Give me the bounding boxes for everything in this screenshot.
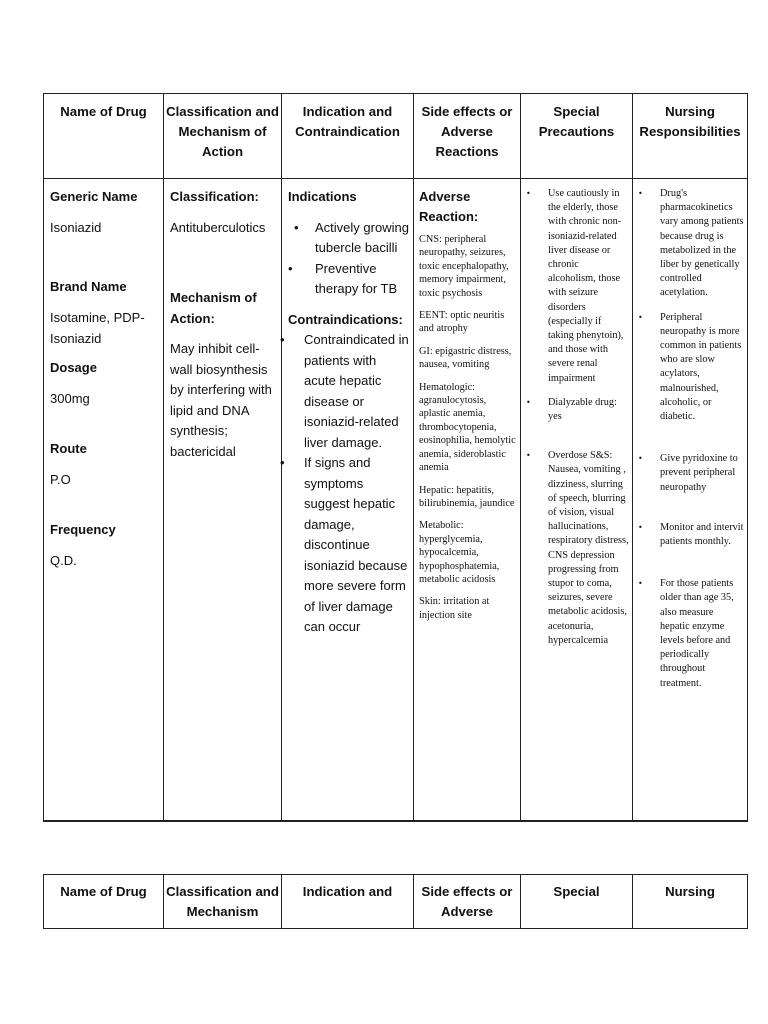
list-item: • Use cautiously in the elderly, those with chronic non-isoniazid-related liver disease or chronic alcoholism, those with seizure disorders (especially if taking phenytoin), and those with severe renal impairment bbox=[526, 188, 624, 384]
bullet-icon: • bbox=[526, 189, 531, 198]
header-side-effects: Side effects or Adverse Reactions bbox=[414, 94, 521, 179]
indications-list bbox=[288, 218, 409, 300]
list-item: • Actively growing tubercle bacilli bbox=[294, 219, 409, 255]
classification-label: Classification: bbox=[170, 189, 259, 204]
cell-indication bbox=[282, 179, 414, 822]
table-header-row bbox=[44, 875, 748, 929]
adverse-hematologic: Hematologic: agranulocytosis, aplastic anemia, thrombocytopenia, eosinophilia, hemolytic anemia, sideroblastic anemia bbox=[419, 381, 516, 474]
bullet-icon: • bbox=[280, 332, 285, 347]
list-item: • Monitor and intervit patients monthly. bbox=[638, 521, 744, 548]
mechanism-label: Mechanism of Action: bbox=[170, 290, 257, 326]
frequency-value: Q.D. bbox=[50, 553, 77, 568]
nursing-list bbox=[636, 187, 744, 691]
adverse-metabolic: Metabolic: hyperglycemia, hypocalcemia, hypophosphatemia, metabolic acidosis bbox=[419, 520, 500, 585]
cell-nursing-responsibilities bbox=[633, 179, 748, 822]
list-item: • For those patients older than age 35, also measure hepatic enzyme levels before and periodically throughout treatment. bbox=[638, 578, 734, 689]
list-item: • Dialyzable drug: yes bbox=[526, 396, 617, 423]
header-name-of-drug: Name of Drug bbox=[44, 875, 164, 929]
header-indication: Indication and bbox=[282, 875, 414, 929]
bullet-icon: • bbox=[288, 260, 293, 276]
adverse-cns: CNS: peripheral neuropathy, seizures, toxic encephalopathy, memory impairment, toxic psychosis bbox=[419, 234, 509, 299]
header-indication: Indication and Contraindication bbox=[282, 94, 414, 179]
list-item: • Overdose S&S: Nausea, vomiting , dizziness, slurring of speech, blurring of vision, visual hallucinations, respiratory distress, CNS depression progressing from stupor to coma, seizures, severe metabolic acidosis, acetonuria, hypercalcemia bbox=[526, 450, 629, 646]
list-item: • If signs and symptoms suggest hepatic damage, discontinue isoniazid because more severe form of liver damage can occur bbox=[280, 455, 408, 634]
bullet-icon: • bbox=[638, 454, 643, 464]
cell-side-effects bbox=[414, 179, 521, 822]
generic-name-label: Generic Name bbox=[50, 189, 138, 204]
precautions-list bbox=[524, 187, 629, 648]
route-label: Route bbox=[50, 441, 87, 456]
table-header-row bbox=[44, 94, 748, 179]
table-row bbox=[44, 179, 748, 822]
adverse-hepatic: Hepatic: hepatitis, bilirubinemia, jaundice bbox=[419, 484, 515, 509]
list-item: • Give pyridoxine to prevent peripheral neuropathy bbox=[638, 453, 738, 493]
bullet-icon: • bbox=[294, 219, 299, 235]
bullet-icon: • bbox=[638, 522, 643, 532]
dosage-label: Dosage bbox=[50, 360, 97, 375]
header-special-precautions: Special Precautions bbox=[521, 94, 633, 179]
adverse-eent: EENT: optic neuritis and atrophy bbox=[419, 310, 505, 335]
drug-table bbox=[43, 93, 748, 822]
drug-table-2 bbox=[43, 874, 748, 929]
list-item: • Peripheral neuropathy is more common in patients who are slow acylators, malnourished, alcoholic, or diabetic. bbox=[638, 311, 742, 423]
dosage-value: 300mg bbox=[50, 391, 90, 406]
header-nursing-responsibilities: Nursing Responsibilities bbox=[633, 94, 748, 179]
contraindications-label: Contraindications: bbox=[288, 311, 403, 327]
adverse-reaction-heading: Adverse Reaction: bbox=[419, 189, 479, 224]
bullet-icon: • bbox=[526, 397, 531, 407]
list-item: • Contraindicated in patients with acute hepatic disease or isoniazid-related liver damage. bbox=[280, 332, 409, 450]
cell-classification bbox=[164, 179, 282, 822]
bullet-icon: • bbox=[638, 312, 643, 322]
adverse-gi: GI: epigastric distress, nausea, vomiting bbox=[419, 345, 512, 371]
brand-name-label: Brand Name bbox=[50, 279, 127, 294]
header-side-effects: Side effects or Adverse bbox=[414, 875, 521, 929]
bullet-icon: • bbox=[638, 189, 643, 198]
list-item: • Drug's pharmacokinetics vary among patients because drug is metabolized in the liber by genetically controlled acetylation. bbox=[638, 188, 744, 299]
generic-name-value: Isoniazid bbox=[50, 220, 102, 235]
list-item: • Preventive therapy for TB bbox=[288, 260, 398, 296]
mechanism-value: May inhibit cell-wall biosynthesis by interfering with lipid and DNA synthesis; bactericidal bbox=[170, 341, 272, 459]
cell-special-precautions bbox=[521, 179, 633, 822]
header-nursing-responsibilities: Nursing bbox=[633, 875, 748, 929]
indications-label: Indications bbox=[288, 189, 357, 204]
route-value: P.O bbox=[50, 472, 71, 487]
frequency-label: Frequency bbox=[50, 522, 116, 537]
brand-name-value: Isotamine, PDP-Isoniazid bbox=[50, 310, 145, 346]
header-classification: Classification and Mechanism bbox=[164, 875, 282, 929]
bullet-icon: • bbox=[526, 451, 531, 461]
header-special-precautions: Special bbox=[521, 875, 633, 929]
bullet-icon: • bbox=[638, 579, 643, 589]
adverse-skin: Skin: irritation at injection site bbox=[419, 596, 490, 621]
bullet-icon: • bbox=[280, 455, 285, 470]
classification-value: Antituberculotics bbox=[170, 219, 266, 235]
contraindications-list bbox=[280, 330, 409, 638]
header-classification: Classification and Mechanism of Action bbox=[164, 94, 282, 179]
header-name-of-drug: Name of Drug bbox=[44, 94, 164, 179]
cell-name-of-drug bbox=[44, 179, 164, 822]
